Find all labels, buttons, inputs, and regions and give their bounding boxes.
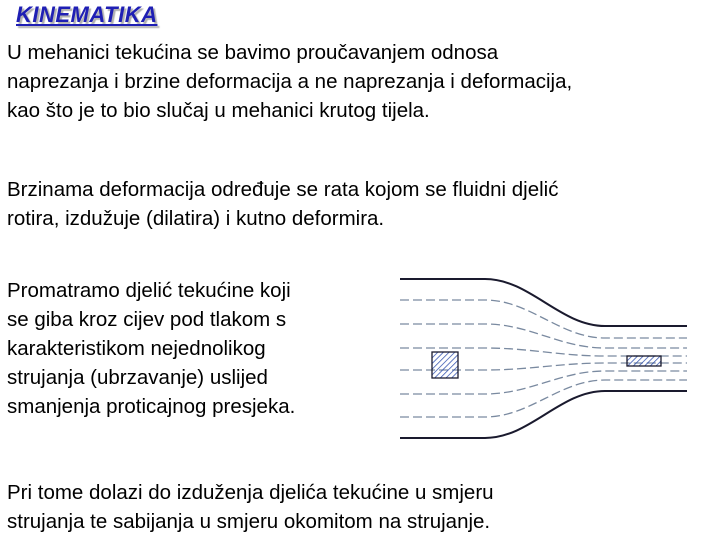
text-line: U mehanici tekućina se bavimo proučavanjem odnosa	[7, 41, 499, 64]
paragraph-conclusion	[7, 478, 494, 536]
fluid-particle-elongated	[627, 356, 661, 366]
fluid-particle-initial	[432, 352, 458, 378]
text-line: karakteristikom nejednolikog	[7, 337, 266, 360]
paragraph-intro	[7, 38, 572, 125]
text-line: smanjenja proticajnog presjeka.	[7, 395, 296, 418]
text-line: strujanja te sabijanja u smjeru okomitom na strujanje.	[7, 510, 491, 533]
pipe-wall-bottom	[400, 391, 687, 438]
text-line: se giba kroz cijev pod tlakom s	[7, 308, 287, 331]
paragraph-pipe-flow	[7, 276, 295, 421]
text-line: Brzinama deformacija određuje se rata kojom se fluidni djelić	[7, 178, 559, 201]
converging-pipe-flow-icon	[395, 270, 695, 455]
text-line: rotira, izdužuje (dilatira) i kutno deformira.	[7, 207, 385, 230]
text-line: Pri tome dolazi do izduženja djelića tekućine u smjeru	[7, 481, 494, 504]
text-line: kao što je to bio slučaj u mehanici krutog tijela.	[7, 99, 430, 122]
text-line: Promatramo djelić tekućine koji	[7, 279, 291, 302]
page-title: KINEMATIKA	[16, 2, 158, 27]
text-line: strujanja (ubrzavanje) uslijed	[7, 366, 268, 389]
streamline	[400, 380, 687, 417]
streamline	[400, 324, 687, 348]
streamline	[400, 300, 687, 338]
paragraph-deformation-rates	[7, 175, 559, 233]
text-line: naprezanja i brzine deformacija a ne naprezanja i deformacija,	[7, 70, 573, 93]
